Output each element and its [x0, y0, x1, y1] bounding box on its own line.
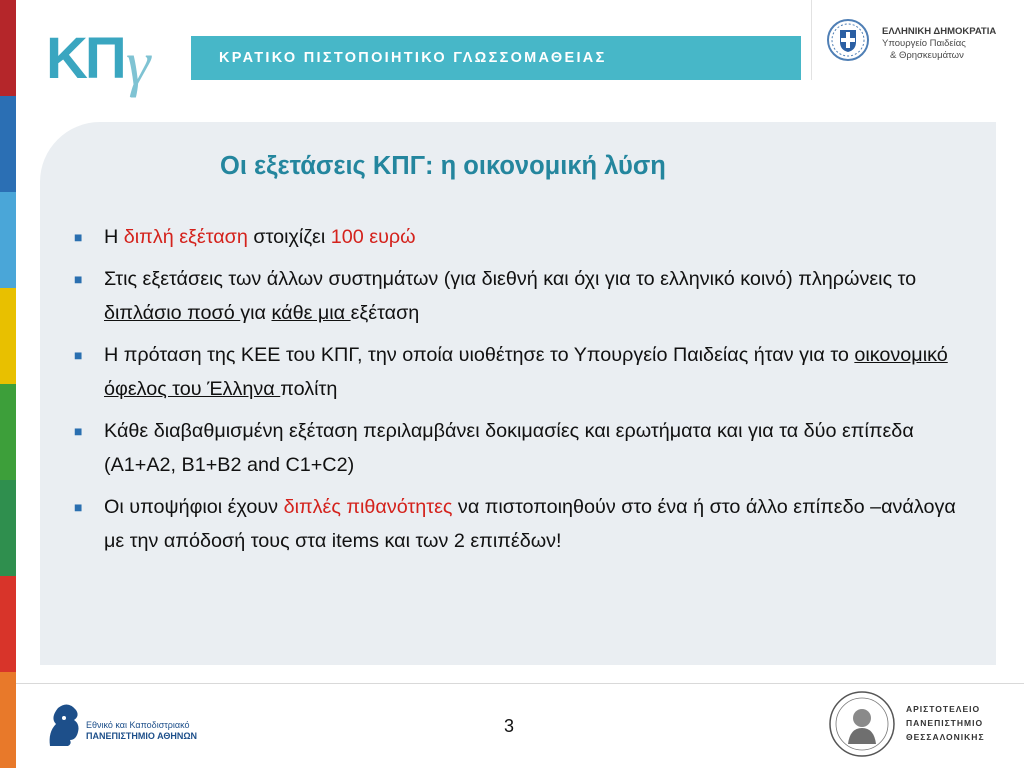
greek-coat-of-arms-icon	[826, 18, 870, 62]
auth-logo	[828, 688, 1018, 762]
government-logo-box	[811, 0, 1024, 80]
bullet-underlined: κάθε μια	[271, 302, 351, 324]
bullet-underlined: διπλάσιο ποσό	[104, 302, 241, 324]
bullet-marker-icon: ■	[74, 347, 83, 363]
bullet-text: Η πρόταση της ΚΕΕ του ΚΠΓ, την οποία υιοθέτησε το Υπουργείο Παιδείας ήταν για το	[104, 344, 855, 366]
strip-segment	[0, 480, 16, 576]
uoa-logo	[44, 700, 224, 750]
bullet-text: πολίτη	[280, 378, 338, 400]
strip-segment	[0, 288, 16, 384]
uoa-line-1: Εθνικό και Καποδιστριακό	[86, 720, 190, 730]
government-text	[882, 26, 996, 62]
gov-line-2: Υπουργείο Παιδείας	[882, 38, 966, 49]
bullet-text: Στις εξετάσεις των άλλων συστημάτων (για διεθνή και όχι για το ελληνικό κοινό) πληρώνεις το	[104, 268, 917, 290]
strip-segment	[0, 384, 16, 480]
kpg-logo	[46, 22, 166, 102]
bullet-marker-icon: ■	[74, 271, 83, 287]
kpg-logo-script: γ	[126, 30, 151, 98]
bullet-marker-icon: ■	[74, 423, 83, 439]
auth-line-2: ΠΑΝΕΠΙΣΤΗΜΙΟ	[906, 718, 984, 728]
bullet-highlight: 100 ευρώ	[330, 226, 416, 248]
bullet-text: Η	[104, 226, 124, 248]
strip-segment	[0, 192, 16, 288]
slide-title: Οι εξετάσεις ΚΠΓ: η οικονομική λύση	[220, 152, 666, 180]
strip-segment	[0, 576, 16, 672]
content-panel	[40, 122, 996, 665]
bullet-underlined: οικονομικό όφελος του Έλληνα	[104, 344, 948, 400]
uoa-line-2: ΠΑΝΕΠΙΣΤΗΜΙΟ ΑΘΗΝΩΝ	[86, 731, 198, 741]
bullet-text: εξέταση	[350, 302, 420, 324]
left-color-strip	[0, 0, 16, 768]
bullet-highlight: διπλή εξέταση	[123, 226, 248, 248]
aristotle-seal-icon	[828, 690, 896, 758]
auth-line-3: ΘΕΣΣΑΛΟΝΙΚΗΣ	[906, 732, 985, 742]
bullet-list	[74, 220, 964, 566]
bullet-item	[74, 338, 964, 406]
bullet-marker-icon: ■	[74, 499, 83, 515]
strip-segment	[0, 96, 16, 192]
strip-segment	[0, 672, 16, 768]
gov-line-3: & Θρησκευμάτων	[890, 50, 964, 61]
auth-line-1: ΑΡΙΣΤΟΤΕΛΕΙΟ	[906, 704, 981, 714]
footer-divider	[16, 683, 1024, 684]
athena-head-icon	[44, 700, 82, 750]
bullet-text: στοιχίζει	[247, 226, 331, 248]
bullet-highlight: διπλές πιθανότητες	[283, 496, 453, 518]
bullet-item	[74, 490, 964, 558]
bullet-text: Κάθε διαβαθμισμένη εξέταση περιλαμβάνει δοκιμασίες και ερωτήματα και για τα δύο επίπεδα (Α1+Α2, Β1+Β2 and C1+C2)	[104, 420, 914, 476]
bullet-marker-icon: ■	[74, 229, 83, 245]
page-number: 3	[504, 716, 515, 736]
uoa-text	[86, 720, 197, 742]
header-banner	[191, 36, 801, 80]
bullet-item	[74, 220, 964, 254]
auth-text	[906, 702, 985, 744]
bullet-item	[74, 262, 964, 330]
bullet-text: να πιστοποιηθούν στο ένα ή στο άλλο επίπεδο –ανάλογα με την απόδοσή τους στα items και των 2 επιπέδων!	[104, 496, 956, 552]
header-banner-text: ΚΡΑΤΙΚΟ ΠΙΣΤΟΠΟΙΗΤΙΚΟ ΓΛΩΣΣΟΜΑΘΕΙΑΣ	[219, 50, 607, 66]
kpg-logo-text: ΚΠ	[46, 26, 124, 91]
gov-line-1: ΕΛΛΗΝΙΚΗ ΔΗΜΟΚΡΑΤΙΑ	[882, 26, 997, 37]
slide-header	[16, 0, 1024, 102]
bullet-text: για	[240, 302, 272, 324]
bullet-text: Οι υποψήφιοι έχουν	[104, 496, 284, 518]
bullet-item	[74, 414, 964, 482]
strip-segment	[0, 0, 16, 96]
